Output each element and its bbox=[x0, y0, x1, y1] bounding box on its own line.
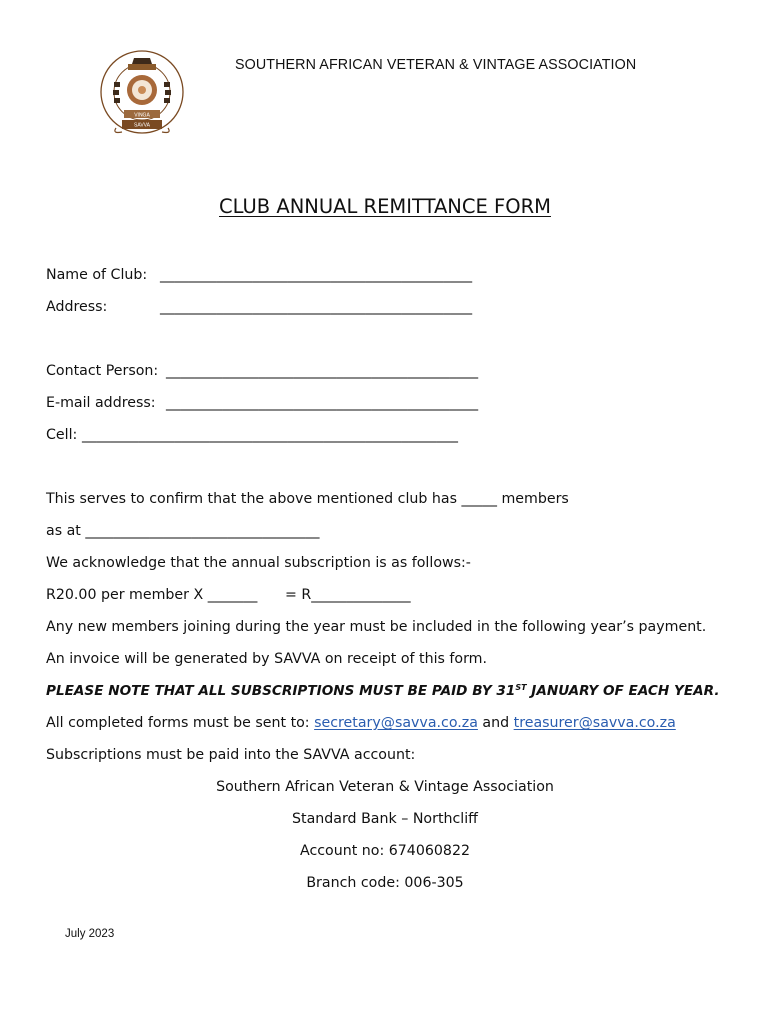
rate-text: R20.00 per member X _______ bbox=[46, 587, 258, 603]
invoice-text: An invoice will be generated by SAVVA on receipt of this form. bbox=[46, 651, 488, 667]
contact-person-label: Contact Person: bbox=[46, 363, 159, 379]
note-superscript: ST bbox=[515, 683, 527, 692]
bank-account-number: Account no: 674060822 bbox=[300, 843, 470, 859]
club-name-label: Name of Club: bbox=[46, 267, 148, 283]
club-name-field[interactable]: ____________________________________________ bbox=[160, 267, 473, 283]
paid-into-text: Subscriptions must be paid into the SAVVA account: bbox=[46, 747, 416, 763]
total-text: = R______________ bbox=[285, 587, 411, 603]
email-field[interactable]: ____________________________________________ bbox=[166, 395, 479, 411]
cell-field[interactable]: _____________________________________________________ bbox=[82, 427, 458, 443]
as-at-text: as at _________________________________ bbox=[46, 523, 320, 539]
savva-logo-icon bbox=[94, 48, 190, 136]
logo-text-bottom: SAVVA bbox=[134, 122, 150, 129]
contact-person-field[interactable]: ____________________________________________ bbox=[166, 363, 479, 379]
payment-deadline-note bbox=[46, 683, 720, 699]
footer-date: July 2023 bbox=[65, 928, 115, 940]
acknowledge-text: We acknowledge that the annual subscription is as follows:- bbox=[46, 555, 471, 571]
bank-branch: Standard Bank – Northcliff bbox=[292, 811, 478, 827]
cell-label: Cell: bbox=[46, 427, 78, 443]
email-label: E-mail address: bbox=[46, 395, 156, 411]
address-field[interactable]: ____________________________________________ bbox=[160, 299, 473, 315]
note-prefix: PLEASE NOTE THAT ALL SUBSCRIPTIONS MUST BE PAID BY 31 bbox=[46, 683, 516, 699]
send-prefix: All completed forms must be sent to: bbox=[46, 715, 315, 731]
bank-account-name: Southern African Veteran & Vintage Association bbox=[216, 779, 554, 795]
treasurer-email-link[interactable]: treasurer@savva.co.za bbox=[513, 715, 676, 731]
note-suffix: JANUARY OF EACH YEAR. bbox=[526, 683, 720, 699]
organisation-name: SOUTHERN AFRICAN VETERAN & VINTAGE ASSOCIATION bbox=[235, 57, 637, 73]
send-and: and bbox=[477, 715, 514, 731]
secretary-email-link[interactable]: secretary@savva.co.za bbox=[314, 715, 478, 731]
logo-text-top: VINGA bbox=[134, 112, 150, 119]
confirm-text: This serves to confirm that the above mentioned club has _____ members bbox=[46, 491, 569, 507]
new-members-text: Any new members joining during the year must be included in the following year’s payment. bbox=[46, 619, 707, 635]
send-forms-line bbox=[46, 715, 676, 731]
bank-branch-code: Branch code: 006-305 bbox=[306, 875, 464, 891]
form-title: CLUB ANNUAL REMITTANCE FORM bbox=[219, 195, 551, 218]
address-label: Address: bbox=[46, 299, 108, 315]
